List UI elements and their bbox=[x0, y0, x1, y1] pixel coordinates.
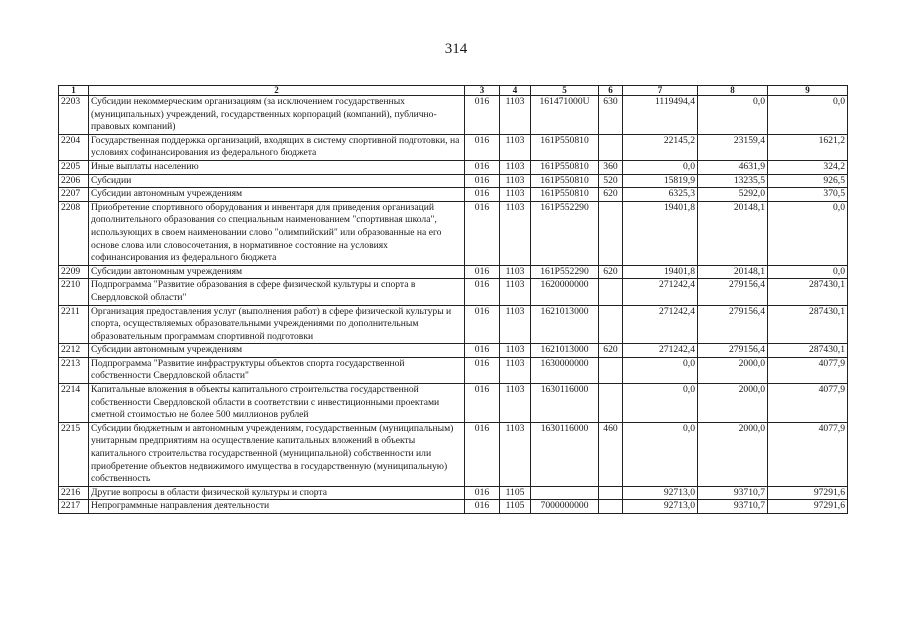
row-amount-col7: 19401,8 bbox=[623, 201, 698, 265]
column-header: 9 bbox=[768, 86, 848, 96]
table-row bbox=[59, 305, 848, 344]
row-ministry-code: 016 bbox=[465, 500, 500, 514]
row-ministry-code: 016 bbox=[465, 265, 500, 279]
row-section-code: 1103 bbox=[500, 174, 531, 188]
row-name: Субсидии бюджетным и автономным учреждениям, государственным (муниципальным) унитарным предприятиям на осуществление капитальных вложений в объекты капитального строительства государственной (муниципальной) собственности или приобретение объектов недвижимого имущества в государственную (муниципальную) собственность bbox=[89, 422, 465, 486]
row-amount-col7: 6325,3 bbox=[623, 188, 698, 202]
table-row bbox=[59, 174, 848, 188]
row-name: Иные выплаты населению bbox=[89, 160, 465, 174]
row-amount-col7: 271242,4 bbox=[623, 279, 698, 305]
row-expense-type bbox=[599, 486, 623, 500]
row-ministry-code: 016 bbox=[465, 384, 500, 423]
row-expense-type: 460 bbox=[599, 422, 623, 486]
row-expense-type: 360 bbox=[599, 160, 623, 174]
row-amount-col7: 271242,4 bbox=[623, 344, 698, 358]
row-ministry-code: 016 bbox=[465, 160, 500, 174]
row-ministry-code: 016 bbox=[465, 357, 500, 383]
row-expense-type bbox=[599, 201, 623, 265]
row-section-code: 1103 bbox=[500, 265, 531, 279]
row-section-code: 1105 bbox=[500, 500, 531, 514]
row-expense-type: 620 bbox=[599, 344, 623, 358]
column-header: 5 bbox=[531, 86, 599, 96]
table-row bbox=[59, 422, 848, 486]
row-amount-col9: 287430,1 bbox=[768, 344, 848, 358]
row-amount-col7: 0,0 bbox=[623, 384, 698, 423]
row-number: 2212 bbox=[59, 344, 89, 358]
row-target-code: 161P552290 bbox=[531, 265, 599, 279]
row-name: Другие вопросы в области физической культуры и спорта bbox=[89, 486, 465, 500]
row-number: 2208 bbox=[59, 201, 89, 265]
row-ministry-code: 016 bbox=[465, 344, 500, 358]
row-amount-col7: 271242,4 bbox=[623, 305, 698, 344]
row-target-code: 161P552290 bbox=[531, 201, 599, 265]
row-amount-col9: 4077,9 bbox=[768, 422, 848, 486]
row-section-code: 1103 bbox=[500, 279, 531, 305]
row-amount-col8: 279156,4 bbox=[698, 279, 768, 305]
row-number: 2216 bbox=[59, 486, 89, 500]
row-amount-col9: 0,0 bbox=[768, 201, 848, 265]
row-name: Субсидии некоммерческим организациям (за исключением государственных (муниципальных) учреждений, государственных корпораций (компаний), публично-правовых компаний) bbox=[89, 96, 465, 135]
row-expense-type bbox=[599, 134, 623, 160]
row-amount-col8: 5292,0 bbox=[698, 188, 768, 202]
column-header: 1 bbox=[59, 86, 89, 96]
table-row bbox=[59, 279, 848, 305]
row-name: Организация предоставления услуг (выполнения работ) в сфере физической культуры и спорта, осуществляемых образовательными учреждениями по дополнительным образовательным программам спортивной подготовки bbox=[89, 305, 465, 344]
table-row bbox=[59, 357, 848, 383]
row-section-code: 1103 bbox=[500, 305, 531, 344]
row-amount-col8: 279156,4 bbox=[698, 305, 768, 344]
row-ministry-code: 016 bbox=[465, 305, 500, 344]
row-amount-col8: 93710,7 bbox=[698, 486, 768, 500]
row-number: 2217 bbox=[59, 500, 89, 514]
row-number: 2209 bbox=[59, 265, 89, 279]
row-expense-type bbox=[599, 500, 623, 514]
column-header: 8 bbox=[698, 86, 768, 96]
row-section-code: 1103 bbox=[500, 160, 531, 174]
row-amount-col8: 279156,4 bbox=[698, 344, 768, 358]
row-target-code: 1620000000 bbox=[531, 279, 599, 305]
row-ministry-code: 016 bbox=[465, 188, 500, 202]
row-number: 2213 bbox=[59, 357, 89, 383]
row-section-code: 1103 bbox=[500, 384, 531, 423]
row-target-code: 1630116000 bbox=[531, 384, 599, 423]
row-amount-col9: 1621,2 bbox=[768, 134, 848, 160]
column-header: 7 bbox=[623, 86, 698, 96]
row-target-code: 161471000U bbox=[531, 96, 599, 135]
row-amount-col8: 2000,0 bbox=[698, 357, 768, 383]
row-number: 2203 bbox=[59, 96, 89, 135]
row-amount-col8: 4631,9 bbox=[698, 160, 768, 174]
row-ministry-code: 016 bbox=[465, 201, 500, 265]
row-ministry-code: 016 bbox=[465, 279, 500, 305]
table-row bbox=[59, 384, 848, 423]
row-amount-col9: 926,5 bbox=[768, 174, 848, 188]
row-amount-col7: 1119494,4 bbox=[623, 96, 698, 135]
column-header: 2 bbox=[89, 86, 465, 96]
row-target-code: 161P550810 bbox=[531, 160, 599, 174]
row-ministry-code: 016 bbox=[465, 486, 500, 500]
row-number: 2205 bbox=[59, 160, 89, 174]
row-target-code: 1630000000 bbox=[531, 357, 599, 383]
row-expense-type: 630 bbox=[599, 96, 623, 135]
row-section-code: 1103 bbox=[500, 422, 531, 486]
row-name: Государственная поддержка организаций, входящих в систему спортивной подготовки, на условиях софинансирования из федерального бюджета bbox=[89, 134, 465, 160]
row-name: Капитальные вложения в объекты капитального строительства государственной собственности Свердловской области в соответствии с инвестиционными проектами сметной стоимостью не более 500 миллионов рублей bbox=[89, 384, 465, 423]
row-ministry-code: 016 bbox=[465, 96, 500, 135]
row-ministry-code: 016 bbox=[465, 174, 500, 188]
row-number: 2207 bbox=[59, 188, 89, 202]
row-ministry-code: 016 bbox=[465, 134, 500, 160]
row-amount-col7: 92713,0 bbox=[623, 500, 698, 514]
row-amount-col8: 0,0 bbox=[698, 96, 768, 135]
row-name: Субсидии автономным учреждениям bbox=[89, 188, 465, 202]
table-row bbox=[59, 160, 848, 174]
row-name: Субсидии автономным учреждениям bbox=[89, 344, 465, 358]
row-expense-type: 520 bbox=[599, 174, 623, 188]
row-target-code: 7000000000 bbox=[531, 500, 599, 514]
row-amount-col9: 97291,6 bbox=[768, 486, 848, 500]
table-header-row bbox=[59, 86, 848, 96]
row-amount-col9: 324,2 bbox=[768, 160, 848, 174]
row-amount-col9: 0,0 bbox=[768, 265, 848, 279]
row-name: Приобретение спортивного оборудования и инвентаря для приведения организаций дополнительного образования со специальным наименованием "спортивная школа", использующих в своем наименовании слово "олимпийский" или образованные на его основе слова или словосочетания, в нормативное состояние на условиях софинансирования из федерального бюджета bbox=[89, 201, 465, 265]
row-ministry-code: 016 bbox=[465, 422, 500, 486]
row-number: 2206 bbox=[59, 174, 89, 188]
row-target-code: 1621013000 bbox=[531, 305, 599, 344]
table-row bbox=[59, 188, 848, 202]
column-header: 3 bbox=[465, 86, 500, 96]
row-expense-type bbox=[599, 357, 623, 383]
row-amount-col8: 2000,0 bbox=[698, 384, 768, 423]
row-amount-col9: 287430,1 bbox=[768, 279, 848, 305]
table-row bbox=[59, 500, 848, 514]
row-name: Субсидии автономным учреждениям bbox=[89, 265, 465, 279]
table-row bbox=[59, 486, 848, 500]
row-amount-col8: 20148,1 bbox=[698, 201, 768, 265]
row-amount-col7: 92713,0 bbox=[623, 486, 698, 500]
row-number: 2211 bbox=[59, 305, 89, 344]
row-section-code: 1103 bbox=[500, 188, 531, 202]
row-expense-type bbox=[599, 279, 623, 305]
row-amount-col9: 0,0 bbox=[768, 96, 848, 135]
row-section-code: 1105 bbox=[500, 486, 531, 500]
row-expense-type bbox=[599, 384, 623, 423]
table-row bbox=[59, 201, 848, 265]
row-number: 2214 bbox=[59, 384, 89, 423]
row-amount-col9: 370,5 bbox=[768, 188, 848, 202]
row-expense-type: 620 bbox=[599, 188, 623, 202]
row-name: Непрограммные направления деятельности bbox=[89, 500, 465, 514]
table-row bbox=[59, 134, 848, 160]
table-row bbox=[59, 265, 848, 279]
row-amount-col7: 19401,8 bbox=[623, 265, 698, 279]
row-target-code: 161P550810 bbox=[531, 134, 599, 160]
row-expense-type: 620 bbox=[599, 265, 623, 279]
table-row bbox=[59, 96, 848, 135]
row-target-code: 161P550810 bbox=[531, 174, 599, 188]
row-amount-col9: 4077,9 bbox=[768, 357, 848, 383]
budget-table bbox=[58, 85, 848, 514]
row-section-code: 1103 bbox=[500, 96, 531, 135]
row-number: 2215 bbox=[59, 422, 89, 486]
row-number: 2210 bbox=[59, 279, 89, 305]
row-section-code: 1103 bbox=[500, 344, 531, 358]
row-amount-col8: 20148,1 bbox=[698, 265, 768, 279]
row-name: Подпрограмма "Развитие образования в сфере физической культуры и спорта в Свердловской области" bbox=[89, 279, 465, 305]
row-amount-col9: 97291,6 bbox=[768, 500, 848, 514]
row-amount-col7: 0,0 bbox=[623, 357, 698, 383]
table-row bbox=[59, 344, 848, 358]
row-expense-type bbox=[599, 305, 623, 344]
row-target-code bbox=[531, 486, 599, 500]
column-header: 4 bbox=[500, 86, 531, 96]
row-amount-col8: 13235,5 bbox=[698, 174, 768, 188]
row-section-code: 1103 bbox=[500, 201, 531, 265]
row-amount-col9: 4077,9 bbox=[768, 384, 848, 423]
row-amount-col7: 15819,9 bbox=[623, 174, 698, 188]
column-header: 6 bbox=[599, 86, 623, 96]
row-target-code: 1630116000 bbox=[531, 422, 599, 486]
row-name: Субсидии bbox=[89, 174, 465, 188]
row-section-code: 1103 bbox=[500, 134, 531, 160]
row-amount-col8: 2000,0 bbox=[698, 422, 768, 486]
row-target-code: 161P550810 bbox=[531, 188, 599, 202]
row-amount-col8: 93710,7 bbox=[698, 500, 768, 514]
row-name: Подпрограмма "Развитие инфраструктуры объектов спорта государственной собственности Свердловской области" bbox=[89, 357, 465, 383]
row-amount-col7: 0,0 bbox=[623, 422, 698, 486]
row-number: 2204 bbox=[59, 134, 89, 160]
row-section-code: 1103 bbox=[500, 357, 531, 383]
row-amount-col7: 0,0 bbox=[623, 160, 698, 174]
page-number: 314 bbox=[444, 41, 468, 57]
row-amount-col9: 287430,1 bbox=[768, 305, 848, 344]
row-target-code: 1621013000 bbox=[531, 344, 599, 358]
row-amount-col7: 22145,2 bbox=[623, 134, 698, 160]
row-amount-col8: 23159,4 bbox=[698, 134, 768, 160]
